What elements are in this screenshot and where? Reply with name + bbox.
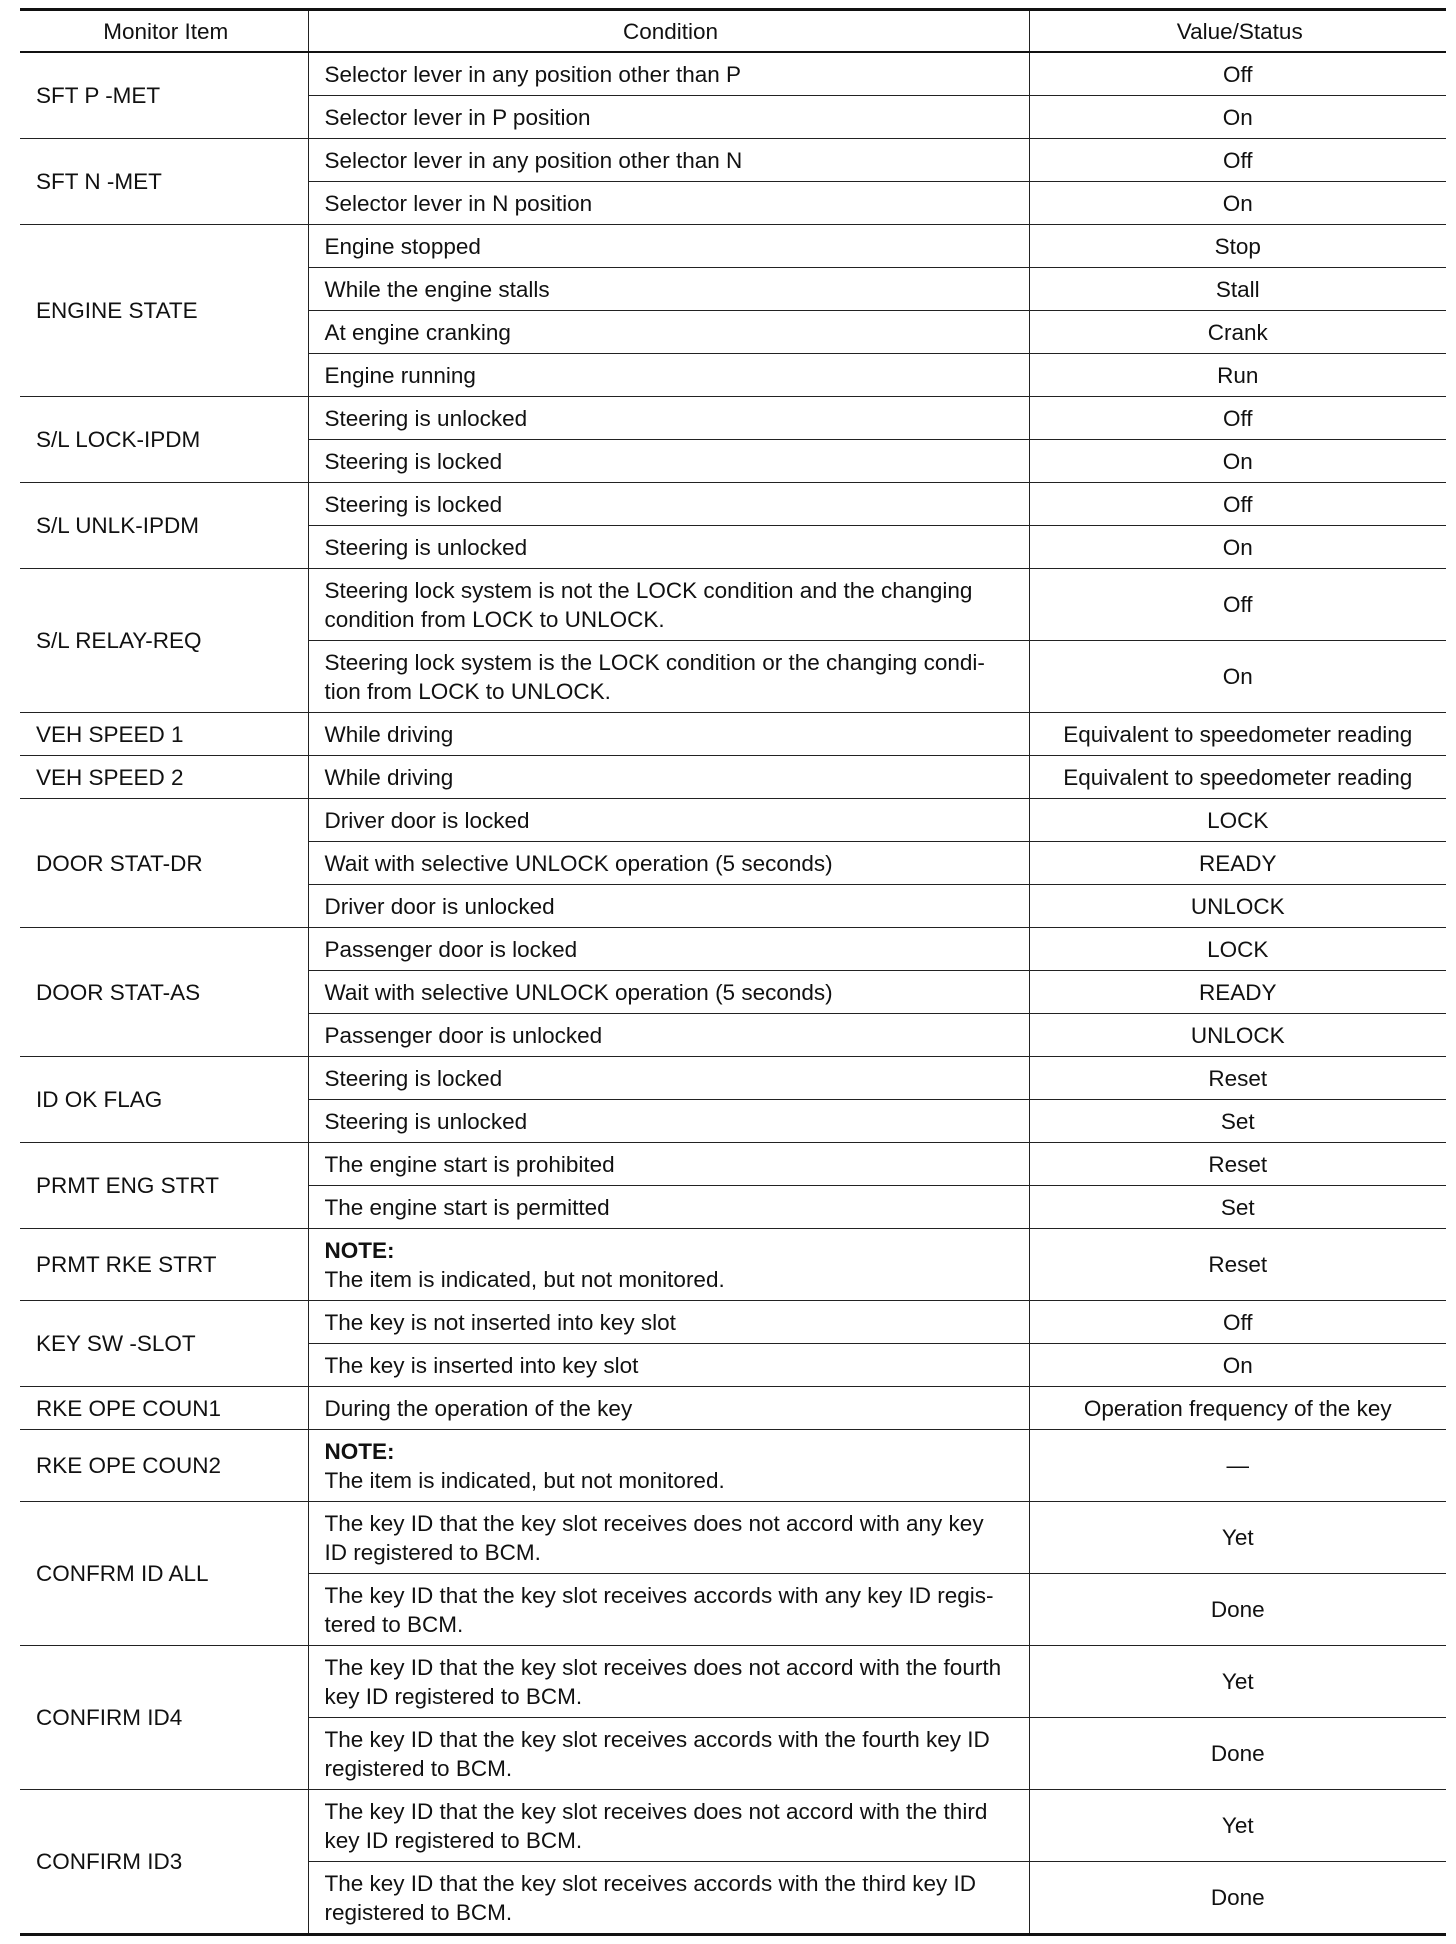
note-label: NOTE: (324, 1237, 395, 1263)
monitor-item-cell: RKE OPE COUN2 (20, 1430, 308, 1502)
condition-cell: Steering is unlocked (308, 397, 1029, 440)
value-cell: Operation frequency of the key (1029, 1387, 1446, 1430)
condition-cell: The key is not inserted into key slot (308, 1301, 1029, 1344)
monitor-item-cell: VEH SPEED 2 (20, 756, 308, 799)
table-row (20, 1057, 1446, 1100)
condition-cell: The engine start is permitted (308, 1186, 1029, 1229)
condition-cell: Steering lock system is not the LOCK condition and the changing condition from LOCK to UNLOCK. (308, 569, 1029, 641)
condition-cell: Passenger door is locked (308, 928, 1029, 971)
monitor-item-cell: DOOR STAT-DR (20, 799, 308, 928)
value-cell: On (1029, 641, 1446, 713)
value-cell: On (1029, 526, 1446, 569)
condition-cell: While driving (308, 713, 1029, 756)
monitor-item-cell: CONFIRM ID4 (20, 1646, 308, 1790)
value-cell: Set (1029, 1100, 1446, 1143)
value-cell: Set (1029, 1186, 1446, 1229)
condition-cell: While driving (308, 756, 1029, 799)
condition-cell: During the operation of the key (308, 1387, 1029, 1430)
note-cell (308, 1229, 1029, 1301)
value-cell: On (1029, 440, 1446, 483)
note-text: The item is indicated, but not monitored. (324, 1467, 725, 1493)
condition-cell: The key ID that the key slot receives accords with any key ID regis-tered to BCM. (308, 1574, 1029, 1646)
table-row (20, 928, 1446, 971)
value-cell: Done (1029, 1718, 1446, 1790)
table-row (20, 1502, 1446, 1574)
table-row (20, 483, 1446, 526)
value-cell: Off (1029, 483, 1446, 526)
monitor-item-cell: S/L LOCK-IPDM (20, 397, 308, 483)
condition-cell: Selector lever in any position other than N (308, 139, 1029, 182)
condition-cell: Steering lock system is the LOCK condition or the changing condi-tion from LOCK to UNLOCK. (308, 641, 1029, 713)
condition-cell: At engine cranking (308, 311, 1029, 354)
value-cell: Off (1029, 397, 1446, 440)
condition-cell: Driver door is unlocked (308, 885, 1029, 928)
condition-cell: Steering is unlocked (308, 1100, 1029, 1143)
condition-cell: The key ID that the key slot receives accords with the fourth key ID registered to BCM. (308, 1718, 1029, 1790)
condition-cell: Wait with selective UNLOCK operation (5 seconds) (308, 971, 1029, 1014)
note-cell (308, 1430, 1029, 1502)
monitor-item-cell: ID OK FLAG (20, 1057, 308, 1143)
monitor-item-cell: ENGINE STATE (20, 225, 308, 397)
table-row (20, 799, 1446, 842)
value-cell: Run (1029, 354, 1446, 397)
value-cell: Done (1029, 1574, 1446, 1646)
value-cell: READY (1029, 971, 1446, 1014)
condition-cell: While the engine stalls (308, 268, 1029, 311)
condition-cell: Driver door is locked (308, 799, 1029, 842)
monitor-item-cell: SFT P -MET (20, 52, 308, 139)
value-cell: Stop (1029, 225, 1446, 268)
value-cell: UNLOCK (1029, 1014, 1446, 1057)
page (20, 8, 1446, 1936)
monitor-item-cell: KEY SW -SLOT (20, 1301, 308, 1387)
condition-cell: Selector lever in any position other than P (308, 52, 1029, 96)
monitor-item-cell: RKE OPE COUN1 (20, 1387, 308, 1430)
table-row (20, 139, 1446, 182)
condition-cell: Engine running (308, 354, 1029, 397)
value-cell: READY (1029, 842, 1446, 885)
header-monitor-item: Monitor Item (20, 10, 308, 53)
value-cell: Yet (1029, 1502, 1446, 1574)
monitor-item-cell: PRMT RKE STRT (20, 1229, 308, 1301)
monitor-item-cell: DOOR STAT-AS (20, 928, 308, 1057)
condition-cell: Steering is locked (308, 1057, 1029, 1100)
monitor-item-cell: SFT N -MET (20, 139, 308, 225)
value-cell: Done (1029, 1862, 1446, 1935)
condition-cell: The key ID that the key slot receives does not accord with the fourth key ID registered to BCM. (308, 1646, 1029, 1718)
monitor-item-cell: PRMT ENG STRT (20, 1143, 308, 1229)
condition-cell: Steering is locked (308, 440, 1029, 483)
table-row (20, 1430, 1446, 1502)
table-row (20, 713, 1446, 756)
condition-cell: The key ID that the key slot receives does not accord with the third key ID registered to BCM. (308, 1790, 1029, 1862)
value-cell: Reset (1029, 1229, 1446, 1301)
condition-cell: The key ID that the key slot receives accords with the third key ID registered to BCM. (308, 1862, 1029, 1935)
note-label: NOTE: (324, 1438, 395, 1464)
value-cell: Off (1029, 1301, 1446, 1344)
value-cell: Yet (1029, 1646, 1446, 1718)
value-cell: Stall (1029, 268, 1446, 311)
note-text: The item is indicated, but not monitored. (324, 1266, 725, 1292)
value-cell: Crank (1029, 311, 1446, 354)
header-value-status: Value/Status (1029, 10, 1446, 53)
table-row (20, 1301, 1446, 1344)
condition-cell: Wait with selective UNLOCK operation (5 seconds) (308, 842, 1029, 885)
condition-cell: The engine start is prohibited (308, 1143, 1029, 1186)
value-cell: On (1029, 182, 1446, 225)
table-row (20, 1790, 1446, 1862)
value-cell: UNLOCK (1029, 885, 1446, 928)
monitor-item-cell: S/L UNLK-IPDM (20, 483, 308, 569)
table-row (20, 569, 1446, 641)
value-cell: LOCK (1029, 928, 1446, 971)
condition-cell: The key ID that the key slot receives does not accord with any key ID registered to BCM. (308, 1502, 1029, 1574)
table-row (20, 1229, 1446, 1301)
value-cell: Off (1029, 569, 1446, 641)
condition-cell: The key is inserted into key slot (308, 1344, 1029, 1387)
value-cell: LOCK (1029, 799, 1446, 842)
table-row (20, 1143, 1446, 1186)
value-cell: Off (1029, 139, 1446, 182)
value-cell: — (1029, 1430, 1446, 1502)
value-cell: Equivalent to speedometer reading (1029, 713, 1446, 756)
value-cell: Yet (1029, 1790, 1446, 1862)
condition-cell: Steering is unlocked (308, 526, 1029, 569)
table-row (20, 52, 1446, 96)
value-cell: On (1029, 1344, 1446, 1387)
table-row (20, 397, 1446, 440)
value-cell: Off (1029, 52, 1446, 96)
value-cell: Equivalent to speedometer reading (1029, 756, 1446, 799)
value-cell: Reset (1029, 1143, 1446, 1186)
monitor-item-table (20, 8, 1446, 1936)
monitor-item-cell: VEH SPEED 1 (20, 713, 308, 756)
table-row (20, 225, 1446, 268)
table-row (20, 756, 1446, 799)
condition-cell: Passenger door is unlocked (308, 1014, 1029, 1057)
table-row (20, 1646, 1446, 1718)
condition-cell: Selector lever in N position (308, 182, 1029, 225)
table-header-row (20, 10, 1446, 53)
value-cell: On (1029, 96, 1446, 139)
monitor-item-cell: CONFIRM ID3 (20, 1790, 308, 1935)
monitor-item-cell: S/L RELAY-REQ (20, 569, 308, 713)
monitor-item-cell: CONFRM ID ALL (20, 1502, 308, 1646)
value-cell: Reset (1029, 1057, 1446, 1100)
condition-cell: Selector lever in P position (308, 96, 1029, 139)
condition-cell: Steering is locked (308, 483, 1029, 526)
header-condition: Condition (308, 10, 1029, 53)
condition-cell: Engine stopped (308, 225, 1029, 268)
table-row (20, 1387, 1446, 1430)
